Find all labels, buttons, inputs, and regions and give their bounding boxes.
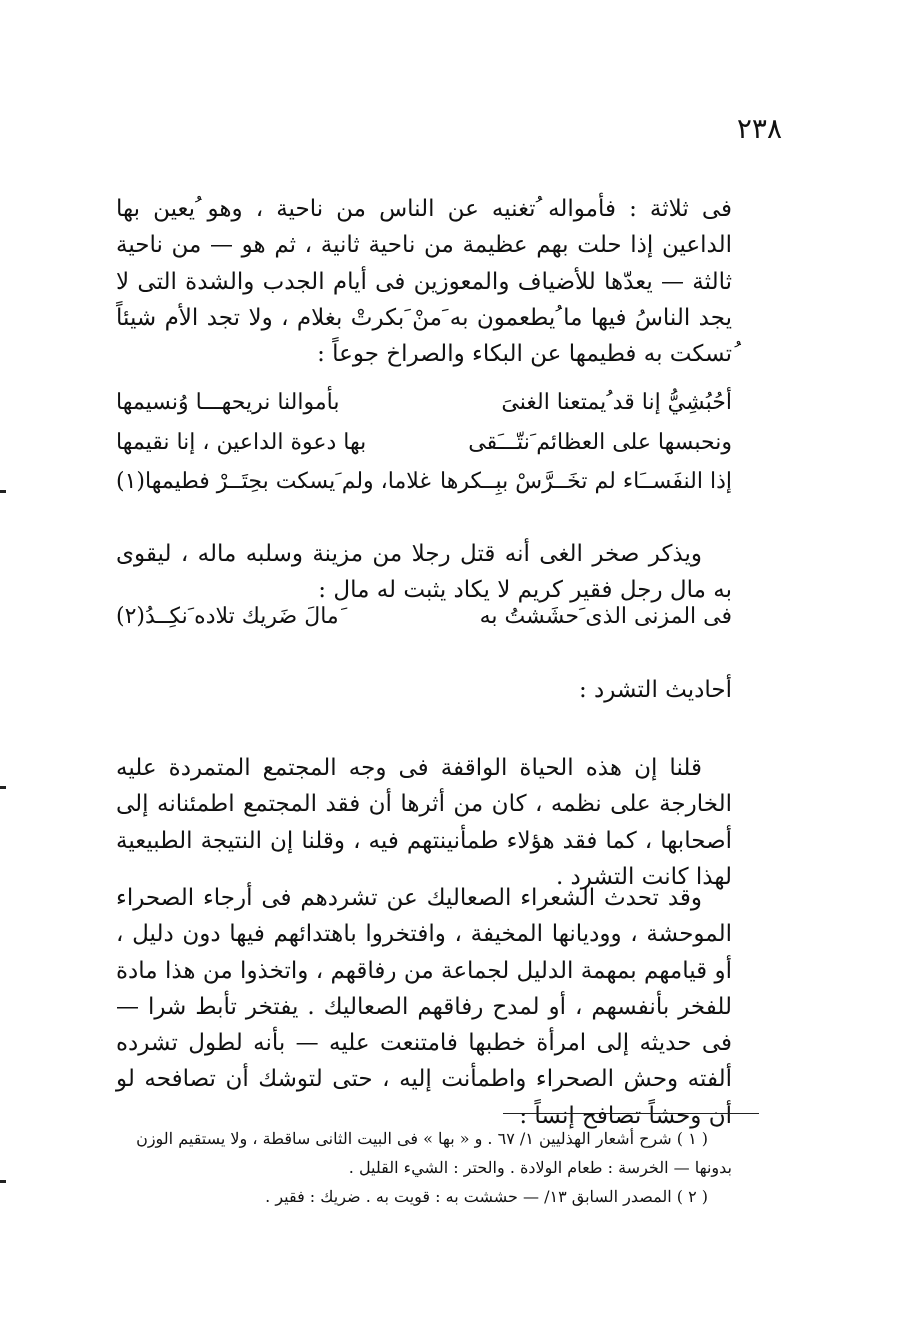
margin-mark — [0, 490, 6, 493]
verse-line — [116, 424, 732, 462]
verse-line — [116, 384, 732, 422]
paragraph-sakhr: ويذكر صخر الغى أنه قتل رجلا من مزينة وسلبه ماله ، ليقوى به مال رجل فقير كريم لا يكاد يثبت له مال : — [116, 541, 732, 604]
verse-second-hemistich: بأموالنا نريحهـــا وُنسيمها — [116, 390, 340, 415]
verse-second-hemistich: بها دعوة الداعين ، إنا نقيمها — [116, 430, 367, 455]
verse-first-hemistich: ونحبسها على العظائم َنتّـــَقى — [468, 430, 732, 455]
footnote-1: ( ١ ) شرح أشعار الهذليين ١/ ٦٧ . و « بها » فى البيت الثانى ساقطة ، ولا يستقيم الوزن بدونها — الخرسة : طعام الولادة . والحتر : الشيء القليل . — [136, 1129, 732, 1177]
verse-first-hemistich: فى المزنى الذى َحشَشتُ به — [479, 604, 732, 629]
margin-mark — [0, 1180, 6, 1183]
paragraph-wealth: فى ثلاثة : فأمواله ُتغنيه عن الناس من ناحية ، وهو ُيعين بها الداعين إذا حلت بهم عظيمة من ناحية ثانية ، ثم هو — من ناحية ثالثة — يعدّها للأضياف والمعوزين فى أيام الجدب والشدة التى لا يجد الناسُ فيها ما ُيطعمون به َمنْ َبكرتْ بغلام ، ولا تجد الأم شيئاً ُتسكت به فطيمها عن البكاء والصراخ جوعاً : — [116, 196, 732, 368]
verse-line — [116, 598, 732, 636]
footnote-2: ( ٢ ) المصدر السابق ١٣/ — حششت به : قويت به . ضريك : فقير . — [265, 1187, 708, 1206]
footnote-divider — [503, 1113, 759, 1114]
verse-second-hemistich: َمالَ ضَريك تلاده َنكِــدُ(٢) — [116, 604, 339, 629]
paragraph-society: قلنا إن هذه الحياة الواقفة فى وجه المجتمع المتمردة عليه الخارجة على نظمه ، كان من أثرها أن فقد المجتمع اطمئنانه إلى أصحابها ، كما فقد هؤلاء طمأنينتهم فيه ، وقلنا إن النتيجة الطبيعية لهذا كانت التشرد . — [116, 755, 732, 890]
footnotes — [116, 1124, 732, 1211]
verse-second-hemistich: غلاما، ولم َيسكت بحِتَــرْ فطيمها(١) — [116, 469, 431, 494]
paragraph-wandering: وقد تحدث الشعراء الصعاليك عن تشردهم فى أرجاء الصحراء الموحشة ، ووديانها المخيفة ، وافتخروا باهتدائهم فيها دون دليل ، أو قيامهم بمهمة الدليل لجماعة من رفاقهم ، واتخذوا من هذا مادة للفخر بأنفسهم ، أو لمدح رفاقهم الصعاليك . يفتخر تأبط شرا — فى حديثه إلى امرأة خطبها فامتنعت عليه — بأنه لطول تشرده ألفته وحش الصحراء واطمأنت إليه ، حتى لتوشك أن تصافحه لو أن وحشاً تصافح إنساً : — [116, 885, 732, 1129]
margin-mark — [0, 786, 6, 789]
verse-first-hemistich: إذا النفَســَاء لم تخَــرَّسْ ببِــكرها — [440, 469, 732, 494]
verse-line — [116, 463, 732, 501]
verse-first-hemistich: أحُبُشِيُّ إنا قد ُيمتعنا الغنىَ — [501, 390, 732, 415]
section-heading: أحاديث التشرد : — [578, 677, 732, 703]
page-number: ٢٣٨ — [736, 112, 782, 145]
